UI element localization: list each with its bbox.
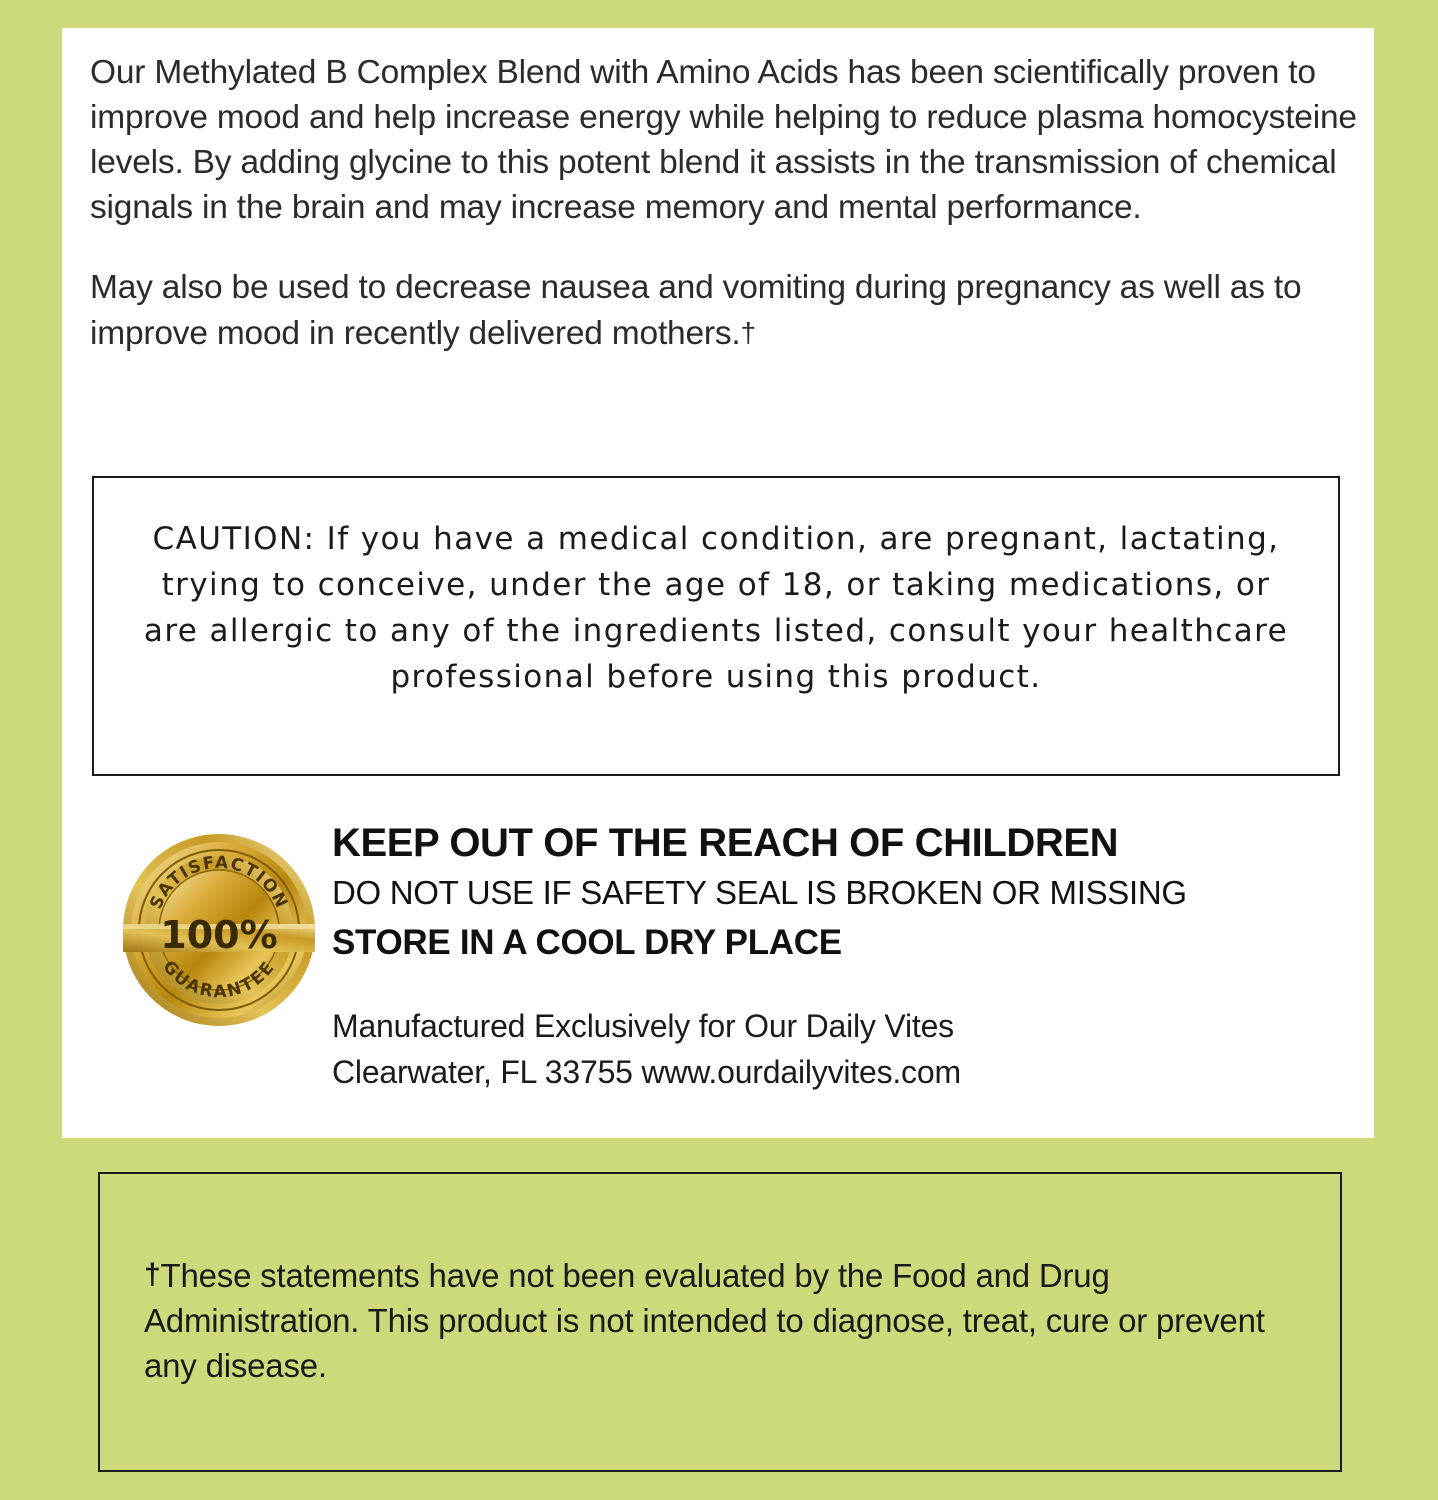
product-description bbox=[90, 50, 1368, 356]
caution-text: CAUTION: If you have a medical condition, are pregnant, lactating, trying to conceive, under the age of 18, or taking medications, or are allergic to any of the ingredients listed, consult your healthcare professional before using this product. bbox=[143, 521, 1289, 695]
manufacturer-info bbox=[332, 1003, 961, 1095]
satisfaction-guarantee-seal-icon bbox=[117, 828, 322, 1033]
description-paragraph-2-text: May also be used to decrease nausea and vomiting during pregnancy as well as to improve mood in recently delivered mothers. bbox=[90, 269, 1302, 352]
dagger-symbol: † bbox=[740, 317, 756, 348]
warning-store-cool-dry: STORE IN A COOL DRY PLACE bbox=[332, 923, 842, 962]
description-paragraph-2 bbox=[90, 265, 1368, 356]
warnings-block bbox=[92, 818, 1342, 1108]
caution-box bbox=[92, 476, 1340, 776]
fda-disclaimer-body: These statements have not been evaluated by the Food and Drug Administration. This product is not intended to diagnose, treat, cure or prevent any disease. bbox=[144, 1257, 1265, 1384]
svg-text:SATISFACTION: SATISFACTION bbox=[146, 852, 292, 913]
fda-disclaimer-box bbox=[98, 1172, 1342, 1472]
warning-text-lines bbox=[332, 818, 1332, 969]
fda-dagger-symbol: † bbox=[144, 1258, 161, 1291]
manufacturer-line-1: Manufactured Exclusively for Our Daily Vites bbox=[332, 1008, 954, 1044]
svg-text:100%: 100% bbox=[160, 913, 278, 957]
warning-keep-out-of-reach: KEEP OUT OF THE REACH OF CHILDREN bbox=[332, 821, 1119, 865]
white-content-panel bbox=[62, 28, 1374, 1138]
manufacturer-line-2: Clearwater, FL 33755 www.ourdailyvites.com bbox=[332, 1054, 961, 1090]
fda-disclaimer-text bbox=[144, 1252, 1296, 1388]
warning-safety-seal: DO NOT USE IF SAFETY SEAL IS BROKEN OR MISSING bbox=[332, 874, 1187, 911]
svg-text:GUARANTEE: GUARANTEE bbox=[158, 956, 280, 1003]
description-paragraph-1: Our Methylated B Complex Blend with Amino Acids has been scientifically proven to improve mood and help increase energy while helping to reduce plasma homocysteine levels. By adding glycine to this potent blend it assists in the transmission of chemical signals in the brain and may increase memory and mental performance. bbox=[90, 54, 1357, 226]
